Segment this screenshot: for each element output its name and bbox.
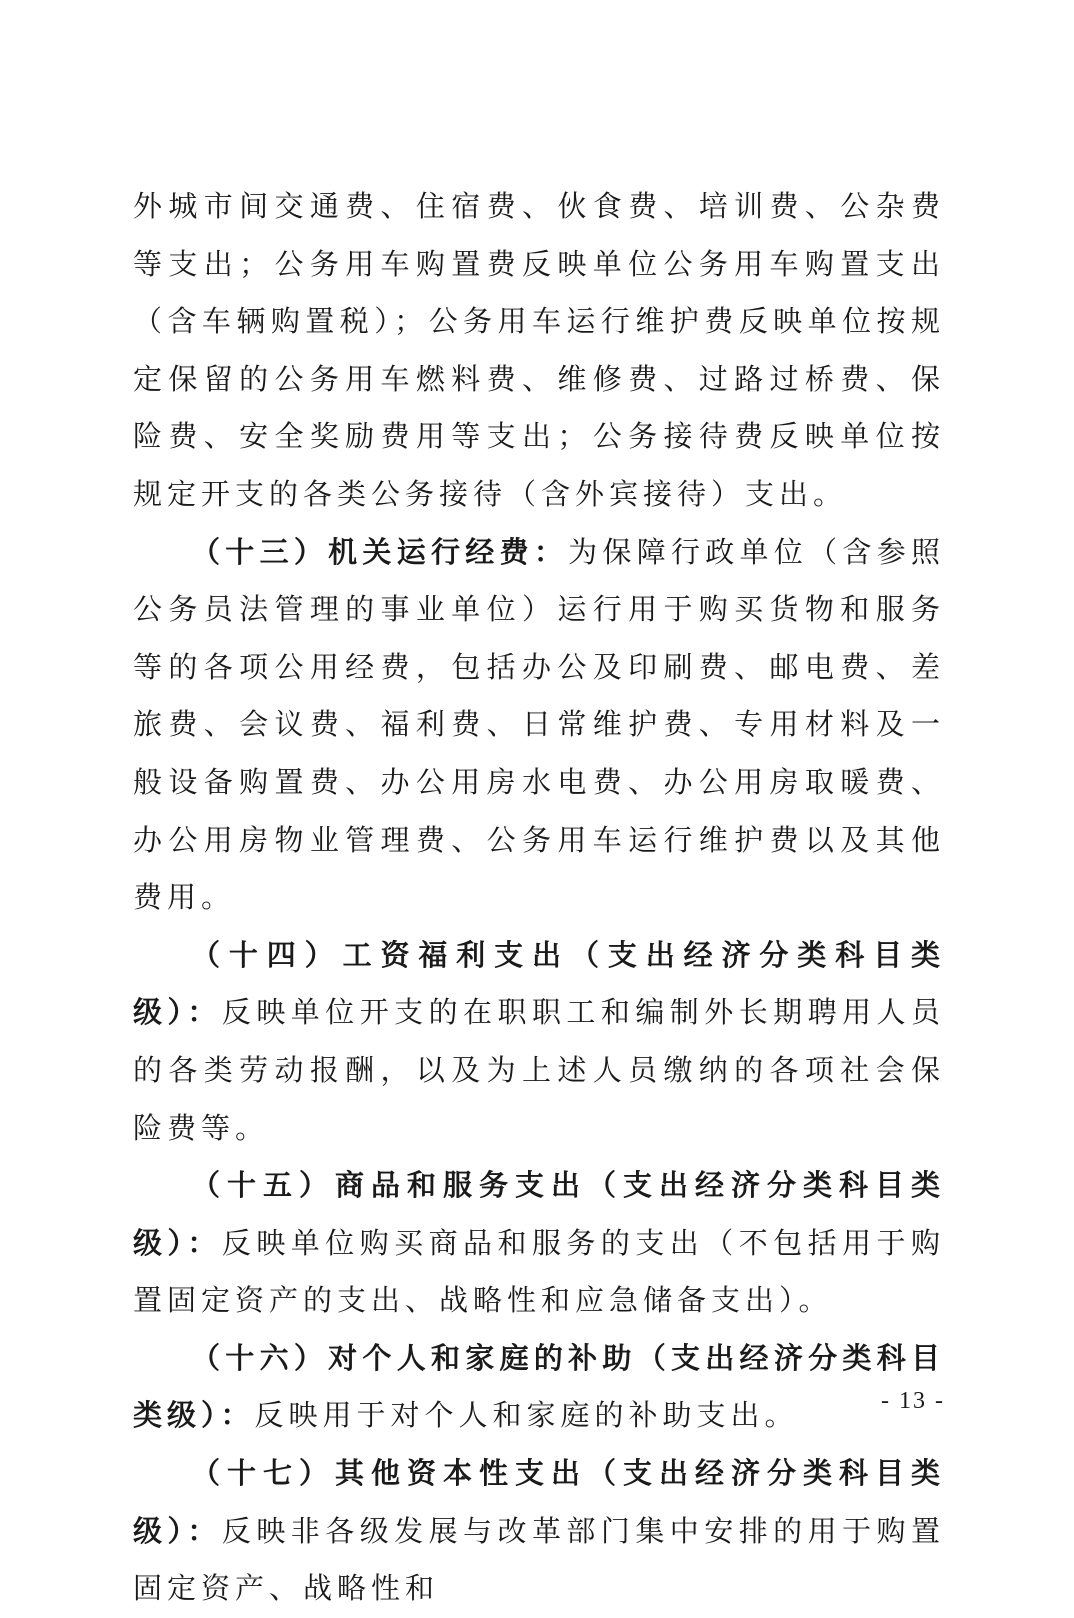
- paragraph-heading: （十三）机关运行经费：: [191, 534, 569, 569]
- paragraph-continuation: [133, 178, 945, 524]
- paragraph-text: 反映单位开支的在职职工和编制外长期聘用人员的各类劳动报酬，以及为上述人员缴纳的各项社会保险费等。: [133, 995, 945, 1145]
- paragraph-14-wages-welfare: [133, 927, 945, 1157]
- paragraph-13-office-operating-expenses: [133, 524, 945, 927]
- paragraph-heading: （十六）对个人和家庭的补助（支出经济分类科目类级）：: [133, 1340, 945, 1433]
- paragraph-heading: （十四）工资福利支出（支出经济分类科目类级）：: [133, 937, 945, 1030]
- paragraph-16-household-subsidies: [133, 1330, 945, 1445]
- paragraph-text: 反映用于对个人和家庭的补助支出。: [254, 1398, 799, 1433]
- paragraph-text: 反映非各级发展与改革部门集中安排的用于购置固定资产、战略性和: [133, 1513, 945, 1606]
- paragraph-15-goods-services: [133, 1157, 945, 1330]
- paragraph-text: 反映单位购买商品和服务的支出（不包括用于购置固定资产的支出、战略性和应急储备支出）。: [133, 1225, 945, 1318]
- paragraph-heading: （十七）其他资本性支出（支出经济分类科目类级）：: [133, 1456, 945, 1548]
- body-text: [133, 178, 945, 1618]
- paragraph-text: 外城市间交通费、住宿费、伙食费、培训费、公杂费等支出；公务用车购置费反映单位公务用车购置支出（含车辆购置税）；公务用车运行维护费反映单位按规定保留的公务用车燃料费、维修费、过路过桥费、保险费、安全奖励费用等支出；公务接待费反映单位按规定开支的各类公务接待（含外宾接待）支出。: [133, 189, 945, 511]
- paragraph-heading: （十五）商品和服务支出（支出经济分类科目类级）：: [133, 1168, 945, 1260]
- paragraph-17-other-capital-expenditure: [133, 1445, 945, 1618]
- page-number: - 13 -: [881, 1388, 945, 1414]
- paragraph-text: 为保障行政单位（含参照公务员法管理的事业单位）运行用于购买货物和服务等的各项公用经费，包括办公及印刷费、邮电费、差旅费、会议费、福利费、日常维护费、专用材料及一般设备购置费、办公用房水电费、办公用房取暖费、办公用房物业管理费、公务用车运行维护费以及其他费用。: [133, 534, 945, 915]
